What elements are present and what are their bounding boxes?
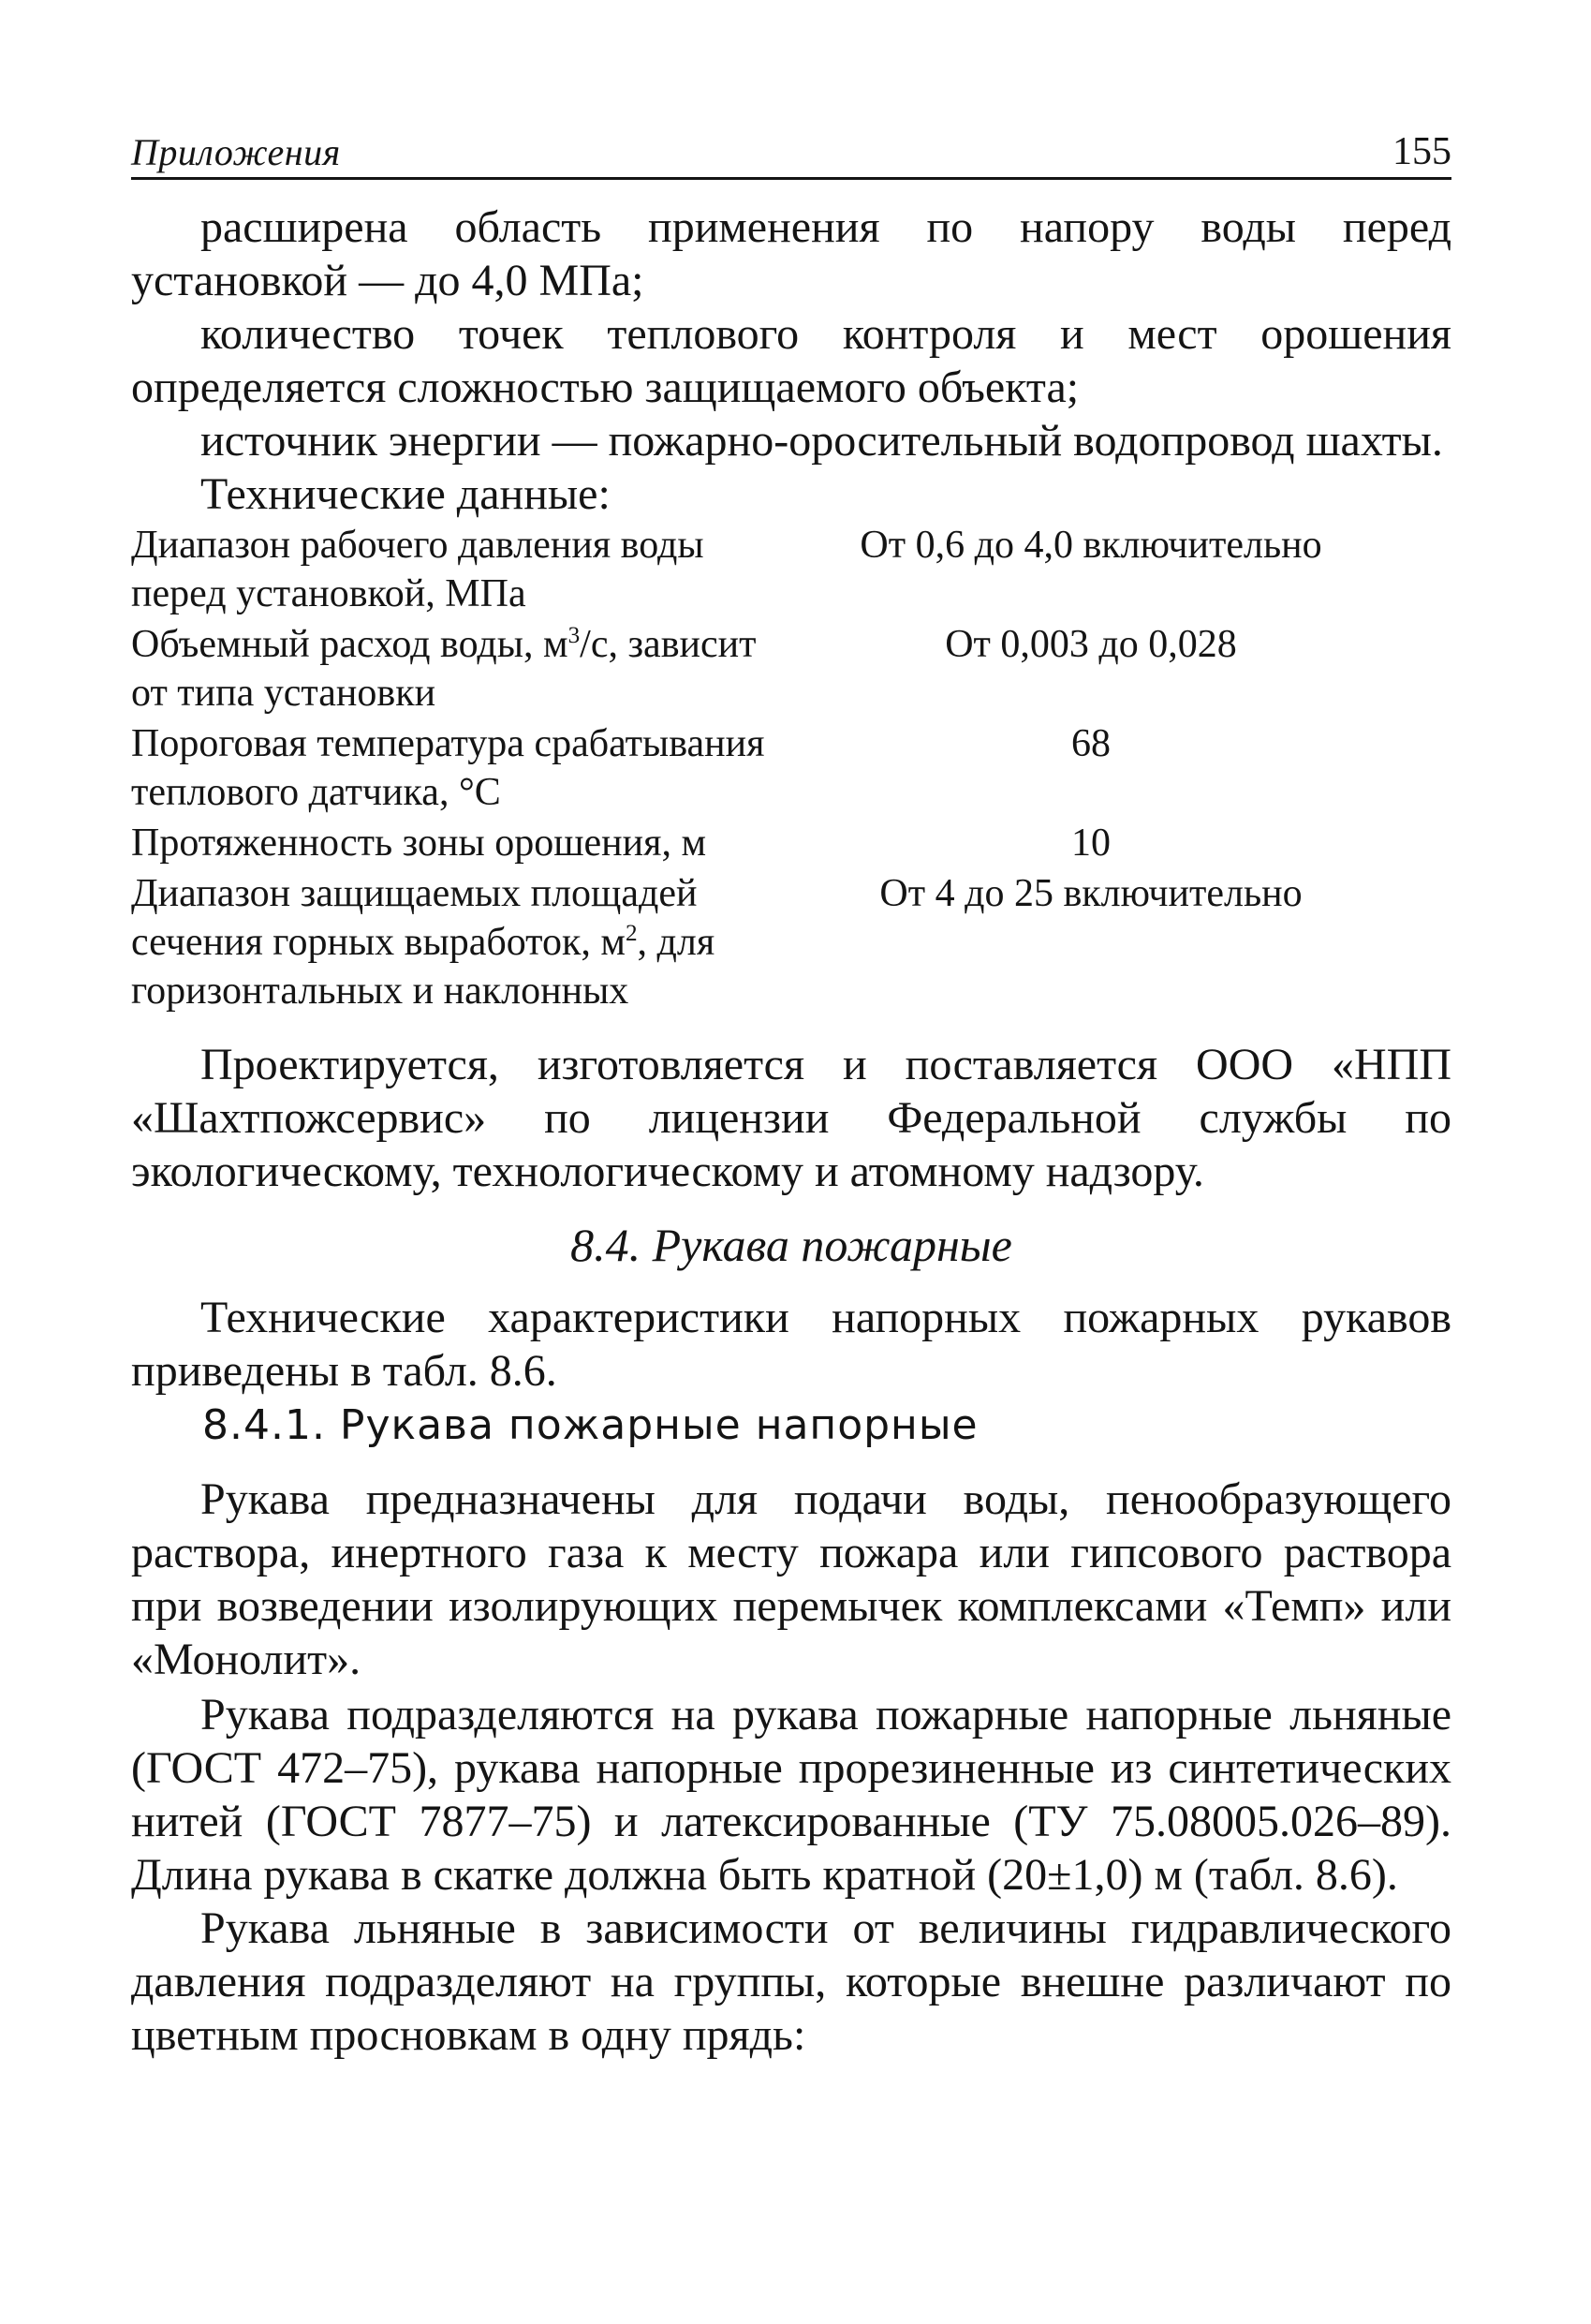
- spec-value: От 4 до 25 включительно: [879, 872, 1303, 915]
- section-8-4-1-paragraph-1: Рукава предназначены для подачи воды, пенообразующего раствора, инертного газа к месту пожара или гипсового раствора при возведении изолирующих перемычек комплексами «Темп» или «Монолит».: [131, 1474, 1451, 1684]
- spec-label: Протяженность зоны орошения, м: [131, 822, 707, 865]
- spec-row: [131, 719, 1451, 817]
- running-header: [131, 131, 1451, 180]
- section-8-4-text: Технические характеристики напорных пожарных рукавов приведены в табл. 8.6.: [131, 1293, 1451, 1396]
- spec-value: 10: [1071, 822, 1111, 865]
- page-number: 155: [1392, 130, 1451, 173]
- spec-value: От 0,003 до 0,028: [945, 623, 1237, 666]
- spec-label: Пороговая температура срабатывания теплового датчика, °С: [131, 722, 765, 814]
- intro-paragraph-3: источник энергии — пожарно-оросительный водопровод шахты.: [200, 416, 1443, 466]
- header-rule: [131, 177, 1451, 180]
- spec-row: [131, 620, 1451, 718]
- manufacturer-paragraph: Проектируется, изготовляется и поставляется ООО «НПП «Шахтпожсервис» по лицензии Федеральной службы по экологическому, технологическому и атомному надзору.: [131, 1040, 1451, 1196]
- section-heading-8-4: 8.4. Рукава пожарные: [570, 1219, 1012, 1271]
- subsection-heading-8-4-1: 8.4.1. Рукава пожарные напорные: [202, 1401, 979, 1449]
- technical-data-table: [131, 521, 1451, 1017]
- spec-label: Объемный расход воды, $м^3/с$, зависит от типа установки: [131, 623, 757, 715]
- spec-row: [131, 819, 1451, 867]
- intro-paragraph-1: расширена область применения по напору воды перед установкой — до 4,0 МПа;: [131, 202, 1451, 305]
- section-8-4-1-paragraph-2: Рукава подразделяются на рукава пожарные напорные льняные (ГОСТ 472–75), рукава напорные прорезиненные из синтетических нитей (ГОСТ 7877–75) и латексированные (ТУ 75.08005.026–89). Длина рукава в скатке должна быть кратной (20±1,0) м (табл. 8.6).: [131, 1690, 1451, 1900]
- intro-paragraph-4: Технические данные:: [200, 469, 611, 519]
- intro-paragraph-2: количество точек теплового контроля и мест орошения определяется сложностью защищаемого объекта;: [131, 309, 1451, 412]
- spec-row: [131, 869, 1451, 1015]
- spec-row: [131, 521, 1451, 618]
- header-section-title: Приложения: [131, 131, 341, 173]
- spec-value: От 0,6 до 4,0 включительно: [860, 524, 1322, 567]
- spec-label: Диапазон защищаемых площадей сечения горных выработок, $м^2$, для горизонтальных и наклонных: [131, 872, 715, 1013]
- spec-label: Диапазон рабочего давления воды перед установкой, МПа: [131, 524, 704, 615]
- spec-value: 68: [1071, 722, 1111, 765]
- section-8-4-1-paragraph-3: Рукава льняные в зависимости от величины гидравлического давления подразделяют на группы, которые внешне различают по цветным просновкам в одну прядь:: [131, 1903, 1451, 2060]
